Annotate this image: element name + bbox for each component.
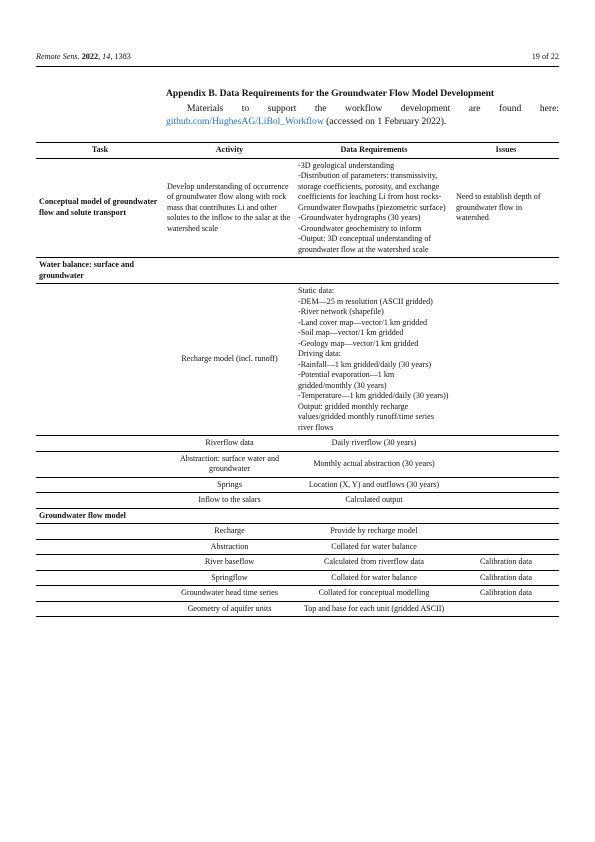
issues-aquifer-geometry xyxy=(453,601,559,617)
table-row xyxy=(36,524,559,540)
activity-conceptual: Develop understanding of occurrence of groundwater flow along with rock mass that contributes Li and other solutes to the inflow to the salar at the watershed scale xyxy=(167,181,291,233)
table-row xyxy=(36,570,559,586)
activity-groundwater-head: Groundwater head time series xyxy=(164,586,295,602)
requirements-conceptual xyxy=(295,158,453,258)
table-row xyxy=(36,601,559,617)
requirements-abstraction: Monthly actual abstraction (30 years) xyxy=(295,451,453,477)
header-data-requirements: Data Requirements xyxy=(295,143,453,159)
header-activity: Activity xyxy=(164,143,295,159)
activity-springs: Springs xyxy=(164,477,295,493)
journal-name: Remote Sens. xyxy=(36,52,80,61)
issues-springflow: Calibration data xyxy=(453,570,559,586)
requirement-line: -Groundwater hydrographs (30 years) xyxy=(298,213,421,222)
requirement-line: -Output: 3D conceptual understanding of groundwater flow at the watershed scale xyxy=(298,234,432,254)
requirement-line: -Land cover map—vector/1 km gridded xyxy=(298,317,428,327)
header-issues: Issues xyxy=(453,143,559,159)
requirement-line: -Groundwater geochemistry to inform xyxy=(298,223,422,233)
intro-text: Materials to support the workflow development are found here: xyxy=(187,103,559,114)
task-groundwater-flow-model: Groundwater flow model xyxy=(36,508,164,524)
github-link[interactable]: github.com/HughesAG/LiBol_Workflow xyxy=(166,116,324,127)
data-requirements-table xyxy=(36,142,559,617)
requirement-line: -DEM—25 m resolution (ASCII gridded) xyxy=(298,296,433,306)
table-row-recharge-model xyxy=(36,284,559,436)
journal-year: 2022 xyxy=(81,52,99,61)
table-row-conceptual xyxy=(36,158,559,258)
requirement-line: -Rainfall—1 km gridded/daily (30 years) xyxy=(298,359,432,369)
requirements-river-baseflow: Calculated from riverflow data xyxy=(295,555,453,571)
table-row xyxy=(36,436,559,452)
requirements-inflow-salars: Calculated output xyxy=(295,493,453,509)
requirement-line: -Potential evaporation—1 km gridded/monthly (30 years) xyxy=(298,370,395,390)
requirements-abstraction-gw: Collated for water balance xyxy=(295,539,453,555)
requirement-line: -Soil map—vector/1 km gridded xyxy=(298,328,404,337)
intro-access-date: (accessed on 1 February 2022). xyxy=(323,116,447,127)
activity-riverflow-data: Riverflow data xyxy=(164,436,295,452)
requirement-line: -Temperature—1 km gridded/daily (30 years)) xyxy=(298,391,449,400)
activity-inflow-salars: Inflow to the salars xyxy=(164,493,295,509)
requirement-line: -Geology map—vector/1 km gridded xyxy=(298,338,419,348)
task-water-balance: Water balance: surface and groundwater xyxy=(36,258,164,284)
table-header-row xyxy=(36,143,559,159)
requirements-aquifer-geometry: Top and base for each unit (gridded ASCII) xyxy=(295,601,453,617)
page-header xyxy=(36,52,559,61)
activity-aquifer-geometry: Geometry of aquifer units xyxy=(164,601,295,617)
activity-river-baseflow: River baseflow xyxy=(164,555,295,571)
table-row xyxy=(36,555,559,571)
table-row xyxy=(36,586,559,602)
requirements-springs: Location (X, Y) and outflows (30 years) xyxy=(295,477,453,493)
activity-recharge: Recharge xyxy=(164,524,295,540)
appendix-intro xyxy=(166,102,559,128)
activity-springflow: Springflow xyxy=(164,570,295,586)
table-row-water-balance-heading xyxy=(36,258,559,284)
activity-abstraction-surface-groundwater: Abstraction: surface water and groundwater xyxy=(164,451,295,477)
issues-groundwater-head: Calibration data xyxy=(453,586,559,602)
task-conceptual-model: Conceptual model of groundwater flow and solute transport xyxy=(39,197,158,217)
requirements-springflow: Collated for water balance xyxy=(295,570,453,586)
issues-abstraction xyxy=(453,539,559,555)
appendix-title: Appendix B. Data Requirements for the Groundwater Flow Model Development xyxy=(166,88,495,99)
header-task: Task xyxy=(36,143,164,159)
page-number: 19 of 22 xyxy=(531,52,559,61)
activity-recharge-model: Recharge model (incl. runoff) xyxy=(164,284,295,436)
header-rule xyxy=(36,66,559,67)
table-row xyxy=(36,493,559,509)
requirements-recharge: Provide by recharge model xyxy=(295,524,453,540)
journal-citation: Remote Sens. 2022, 14, 1383 xyxy=(36,52,131,61)
table-row-groundwater-model-heading xyxy=(36,508,559,524)
table-row xyxy=(36,451,559,477)
requirements-recharge-model xyxy=(295,284,453,436)
table-row xyxy=(36,477,559,493)
requirement-line: Static data: xyxy=(298,286,335,295)
issues-river-baseflow: Calibration data xyxy=(453,555,559,571)
requirement-line: -Distribution of parameters: transmissivity, storage coefficients, porosity, and exchange coefficients for leaching Li from host rocks-Groundwater flowpaths (piezometric surface) xyxy=(298,171,446,212)
journal-volume: 14 xyxy=(102,52,111,61)
requirement-line: -3D geological understanding xyxy=(298,160,395,170)
activity-abstraction: Abstraction xyxy=(164,539,295,555)
requirements-groundwater-head: Collated for conceptual modelling xyxy=(295,586,453,602)
table-row xyxy=(36,539,559,555)
requirements-riverflow-data: Daily riverflow (30 years) xyxy=(295,436,453,452)
article-number: 1383 xyxy=(114,52,131,61)
requirement-line: -River network (shapefile) xyxy=(298,307,384,316)
issues-conceptual: Need to establish depth of groundwater flow in watershed xyxy=(456,192,541,222)
requirement-line: Output: gridded monthly recharge values/gridded monthly runoff/time series river flows xyxy=(298,401,434,432)
requirement-line: Driving data: xyxy=(298,349,341,358)
issues-recharge xyxy=(453,524,559,540)
